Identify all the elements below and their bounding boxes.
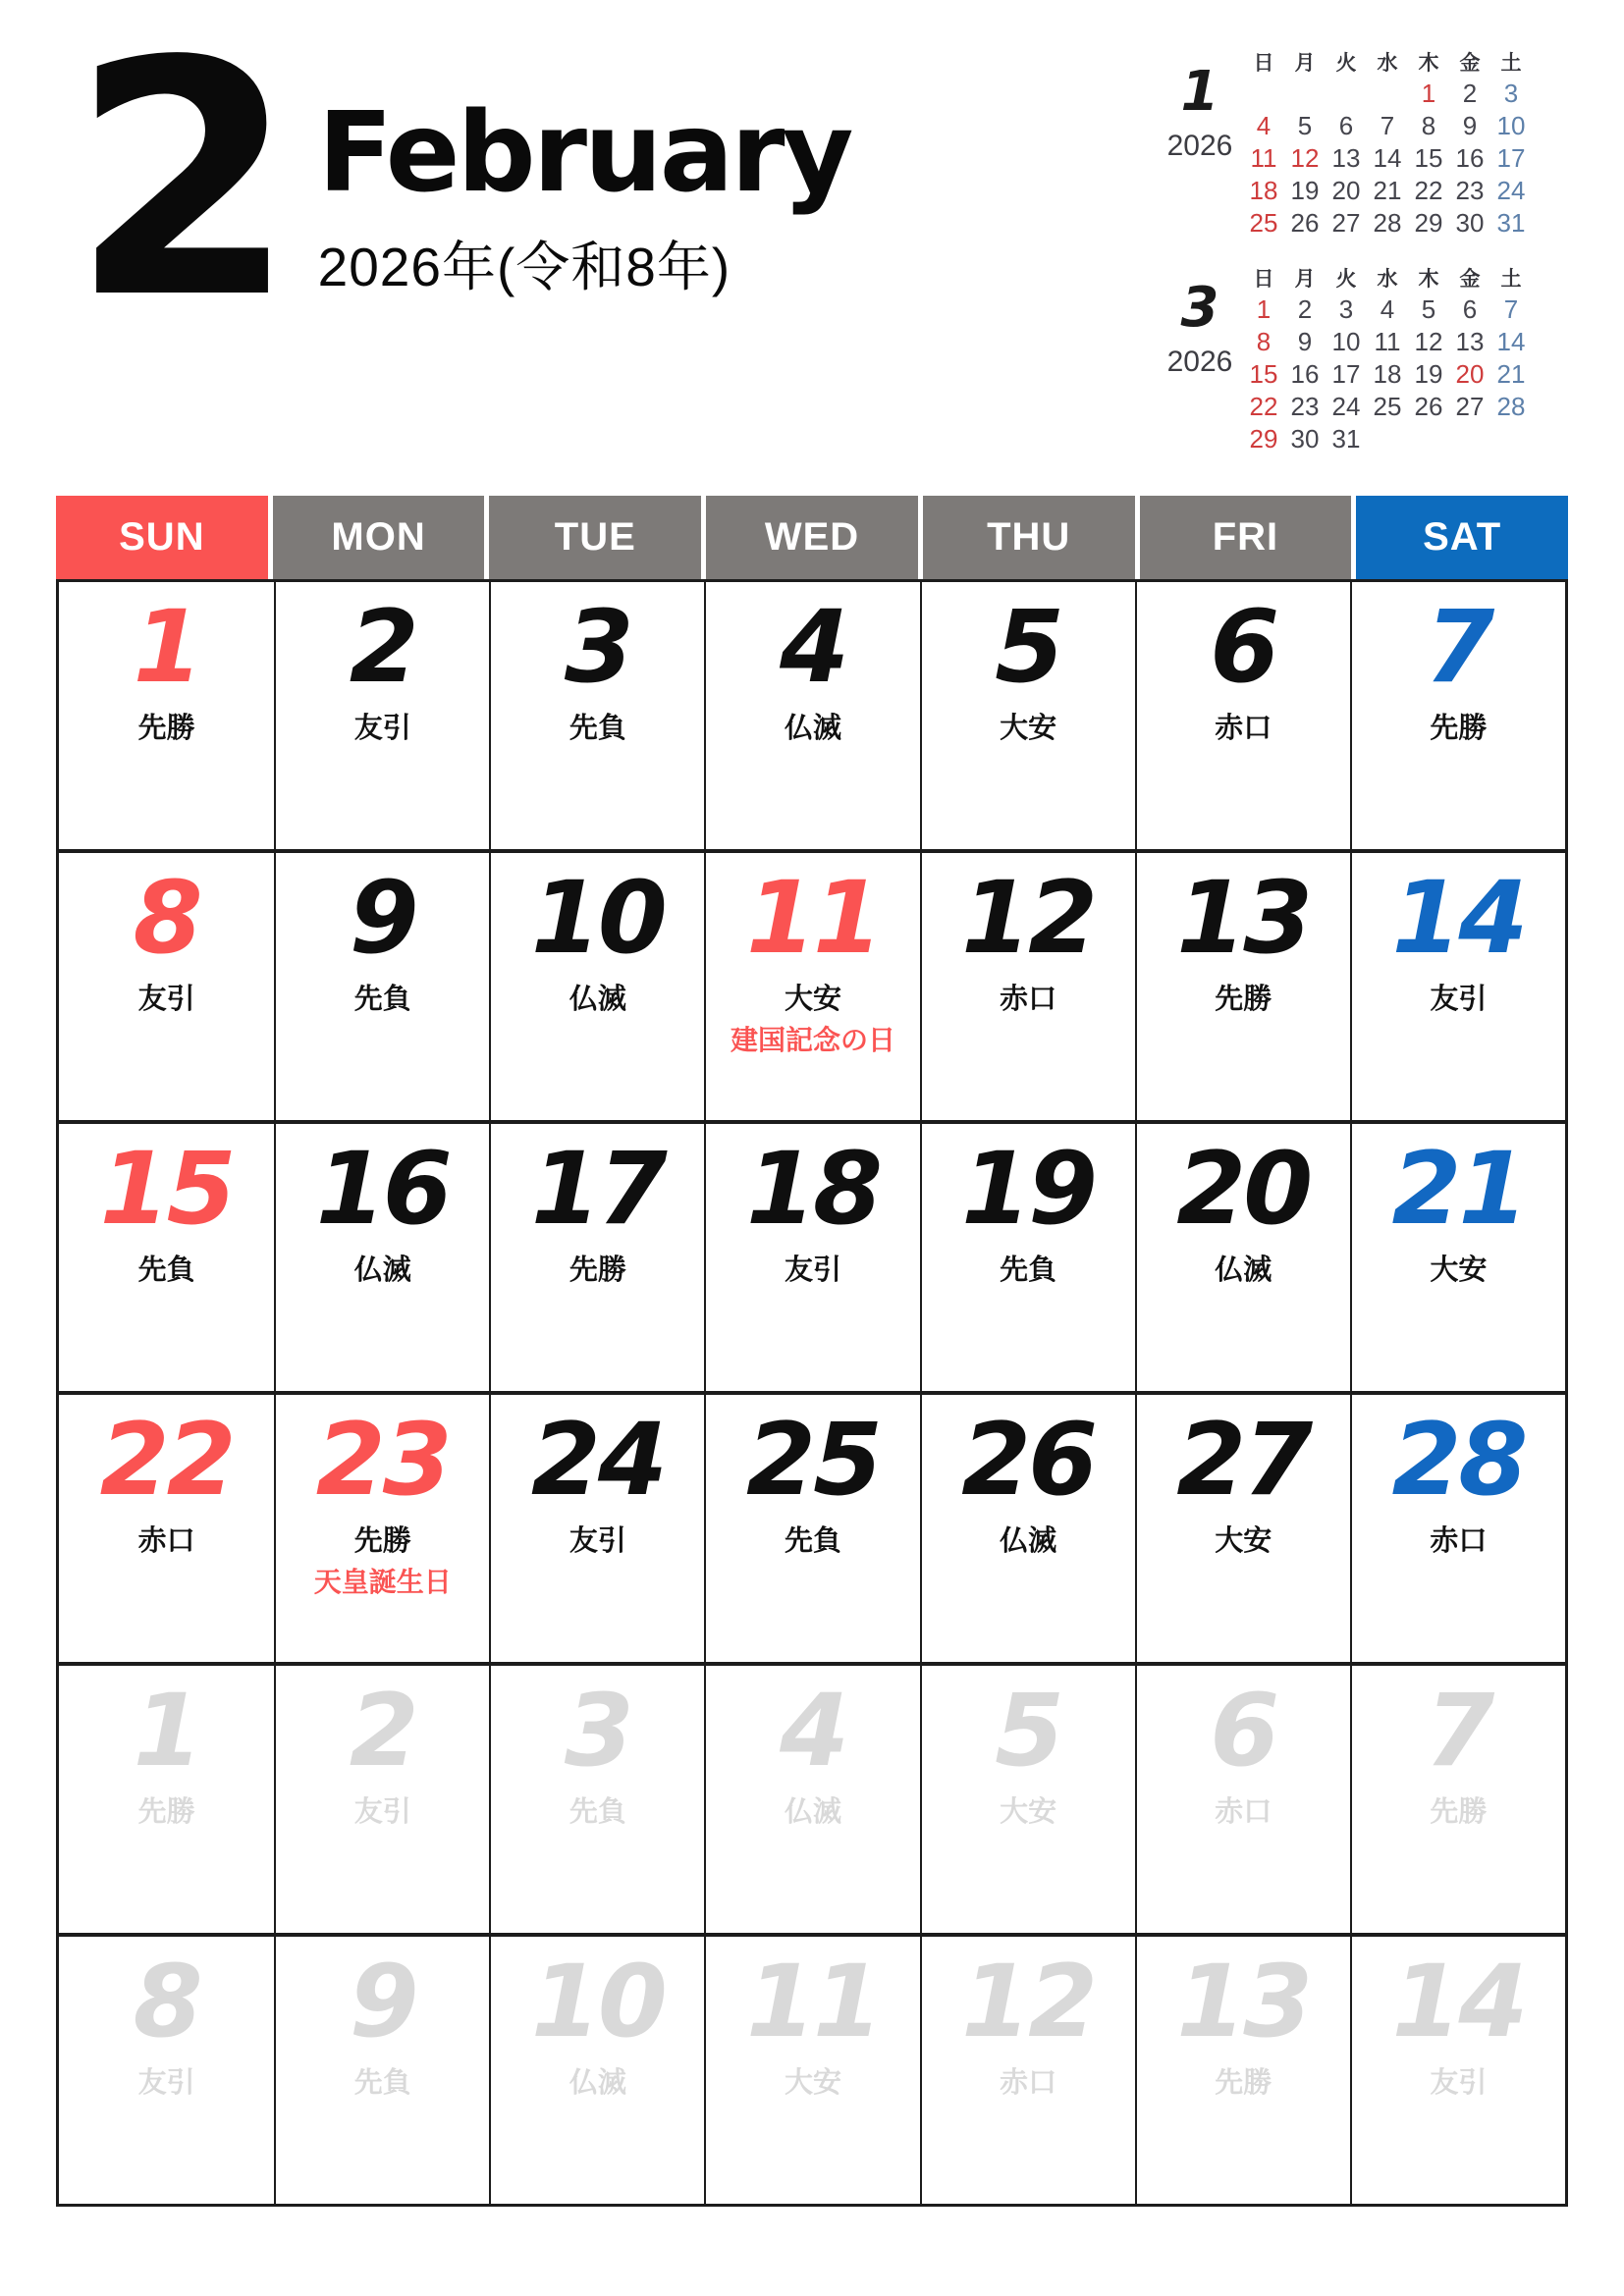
day-cell (704, 582, 919, 849)
day-cell (920, 1124, 1135, 1391)
mini-month-number: 1 (1180, 60, 1219, 124)
mini-day-cell: 23 (1290, 392, 1320, 421)
mini-calendar-label (1157, 261, 1243, 379)
day-cell (274, 853, 489, 1120)
day-number: 5 (995, 589, 1062, 706)
rokuyo-label: 仏滅 (568, 984, 626, 1015)
rokuyo-label: 先負 (353, 2067, 411, 2099)
rokuyo-label: 先負 (568, 1796, 626, 1828)
mini-dow-header: 火 (1335, 51, 1357, 75)
rokuyo-label: 先勝 (137, 713, 195, 744)
mini-day-cell: 1 (1256, 294, 1272, 324)
mini-day-cell: 3 (1338, 294, 1354, 324)
day-number: 6 (1210, 589, 1277, 706)
mini-day-cell: 6 (1338, 111, 1354, 140)
rokuyo-label: 友引 (568, 1525, 626, 1557)
day-cell (274, 1124, 489, 1391)
day-cell (489, 1937, 704, 2204)
mini-day-cell: 2 (1297, 294, 1313, 324)
mini-day-cell: 16 (1455, 143, 1485, 173)
dow-header-fri: FRI (1140, 496, 1352, 579)
day-cell (1135, 1666, 1350, 1933)
mini-dow-header: 木 (1418, 267, 1439, 291)
day-number: 13 (1176, 1944, 1311, 2060)
rokuyo-label: 友引 (137, 984, 195, 1015)
day-number: 8 (133, 860, 200, 977)
rokuyo-label: 友引 (784, 1255, 841, 1286)
mini-day-cell: 3 (1503, 79, 1519, 108)
day-number: 3 (564, 1673, 631, 1789)
rokuyo-label: 先勝 (1430, 713, 1488, 744)
mini-day-cell: 1 (1421, 79, 1436, 108)
day-cell (1135, 853, 1350, 1120)
day-number: 11 (746, 1944, 880, 2060)
day-number: 25 (746, 1402, 880, 1519)
day-number: 13 (1176, 860, 1311, 977)
rokuyo-label: 赤口 (1430, 1525, 1488, 1557)
day-cell (59, 1395, 274, 1662)
mini-month-number: 3 (1180, 276, 1219, 340)
week-row (59, 1120, 1565, 1391)
rokuyo-label: 仏滅 (1215, 1255, 1272, 1286)
day-cell (1135, 582, 1350, 849)
mini-day-cell: 19 (1290, 176, 1320, 205)
rokuyo-label: 大安 (784, 984, 841, 1015)
day-number: 26 (961, 1402, 1096, 1519)
rokuyo-label: 大安 (1430, 1255, 1488, 1286)
day-cell (274, 1666, 489, 1933)
mini-day-cell: 4 (1380, 294, 1395, 324)
rokuyo-label: 先負 (1000, 1255, 1057, 1286)
dow-header-wed: WED (706, 496, 918, 579)
mini-day-cell: 27 (1455, 392, 1485, 421)
title-block (71, 0, 851, 369)
day-number: 7 (1425, 1673, 1492, 1789)
mini-day-cell: 8 (1421, 111, 1436, 140)
rokuyo-label: 仏滅 (568, 2067, 626, 2099)
day-cell (1350, 853, 1565, 1120)
day-cell (704, 1395, 919, 1662)
day-number: 1 (133, 589, 200, 706)
mini-day-cell: 26 (1290, 208, 1320, 238)
mini-day-cell: 12 (1290, 143, 1320, 173)
day-number: 4 (780, 589, 846, 706)
dow-header-sat: SAT (1356, 496, 1568, 579)
day-cell (1350, 1666, 1565, 1933)
mini-day-cell: 15 (1414, 143, 1443, 173)
mini-year: 2026 (1166, 130, 1233, 162)
mini-day-cell: 20 (1331, 176, 1361, 205)
mini-day-cell: 30 (1290, 424, 1320, 454)
day-cell (59, 1124, 274, 1391)
mini-day-cell: 13 (1455, 327, 1485, 356)
mini-calendar (1157, 45, 1532, 240)
mini-day-cell: 31 (1496, 208, 1526, 238)
mini-day-cell: 27 (1331, 208, 1361, 238)
day-number: 16 (315, 1131, 450, 1248)
day-number: 27 (1176, 1402, 1311, 1519)
rokuyo-label: 先勝 (353, 1525, 411, 1557)
day-number: 12 (961, 1944, 1096, 2060)
rokuyo-label: 先勝 (1215, 2067, 1272, 2099)
day-cell (1350, 1937, 1565, 2204)
mini-dow-header: 日 (1253, 267, 1274, 291)
mini-day-cell: 4 (1256, 111, 1272, 140)
day-cell (704, 1937, 919, 2204)
day-number: 2 (349, 1673, 416, 1789)
mini-dow-header: 火 (1335, 267, 1357, 291)
mini-day-cell: 17 (1496, 143, 1526, 173)
day-cell (489, 1666, 704, 1933)
day-cell (1135, 1937, 1350, 2204)
rokuyo-label: 仏滅 (784, 713, 841, 744)
dow-header-thu: THU (923, 496, 1135, 579)
day-cell (920, 1666, 1135, 1933)
day-number: 14 (1391, 860, 1526, 977)
title-text-group (318, 27, 851, 336)
mini-day-cell: 24 (1331, 392, 1361, 421)
mini-day-cell: 14 (1373, 143, 1402, 173)
week-row (59, 1933, 1565, 2204)
dow-header-tue: TUE (489, 496, 701, 579)
mini-day-cell: 11 (1374, 327, 1401, 356)
mini-day-cell: 2 (1462, 79, 1478, 108)
day-cell (704, 1666, 919, 1933)
mini-day-cell: 28 (1373, 208, 1402, 238)
day-number: 28 (1391, 1402, 1526, 1519)
mini-day-cell: 29 (1249, 424, 1278, 454)
mini-dow-header: 月 (1294, 51, 1316, 75)
rokuyo-label: 友引 (1430, 2067, 1488, 2099)
rokuyo-label: 赤口 (137, 1525, 195, 1557)
rokuyo-label: 仏滅 (784, 1796, 841, 1828)
mini-day-cell: 25 (1249, 208, 1278, 238)
day-number: 10 (530, 860, 665, 977)
day-cell (489, 582, 704, 849)
day-cell (489, 1395, 704, 1662)
mini-day-cell: 13 (1331, 143, 1361, 173)
mini-day-cell: 18 (1373, 359, 1402, 389)
mini-dow-header: 日 (1253, 51, 1274, 75)
rokuyo-label: 先勝 (1215, 984, 1272, 1015)
day-of-week-header-row (56, 496, 1568, 579)
mini-day-cell: 22 (1249, 392, 1278, 421)
week-row (59, 1391, 1565, 1662)
mini-dow-header: 月 (1294, 267, 1316, 291)
rokuyo-label: 先負 (353, 984, 411, 1015)
day-cell (920, 582, 1135, 849)
day-cell (274, 582, 489, 849)
day-number: 9 (349, 1944, 416, 2060)
mini-day-cell: 7 (1380, 111, 1395, 140)
day-number: 12 (961, 860, 1096, 977)
mini-day-cell: 7 (1503, 294, 1519, 324)
calendar-grid (56, 579, 1568, 2207)
day-number: 15 (99, 1131, 234, 1248)
mini-year: 2026 (1166, 346, 1233, 378)
day-number: 19 (961, 1131, 1096, 1248)
mini-day-cell: 9 (1462, 111, 1478, 140)
mini-day-cell: 21 (1496, 359, 1526, 389)
mini-day-cell: 21 (1373, 176, 1402, 205)
day-cell (59, 1666, 274, 1933)
day-cell (489, 853, 704, 1120)
holiday-label: 天皇誕生日 (313, 1567, 452, 1597)
mini-day-cell: 26 (1414, 392, 1443, 421)
mini-day-cell: 23 (1455, 176, 1485, 205)
mini-day-cell: 19 (1414, 359, 1443, 389)
day-cell (704, 1124, 919, 1391)
mini-day-cell: 31 (1331, 424, 1361, 454)
day-number: 21 (1391, 1131, 1526, 1248)
week-row (59, 579, 1565, 849)
day-cell (274, 1937, 489, 2204)
week-row (59, 1662, 1565, 1933)
mini-day-cell: 11 (1250, 143, 1277, 173)
mini-day-cell (1367, 423, 1408, 455)
mini-day-cell: 14 (1496, 327, 1526, 356)
day-number: 6 (1210, 1673, 1277, 1789)
day-cell (59, 1937, 274, 2204)
mini-calendars (1157, 45, 1532, 477)
rokuyo-label: 先負 (137, 1255, 195, 1286)
mini-dow-header: 金 (1459, 267, 1481, 291)
mini-day-cell: 9 (1297, 327, 1313, 356)
year-subtitle: 2026年(令和8年) (317, 237, 731, 297)
day-cell (920, 1395, 1135, 1662)
day-cell (59, 582, 274, 849)
day-number: 8 (133, 1944, 200, 2060)
mini-calendar (1157, 261, 1532, 455)
day-cell (704, 853, 919, 1120)
mini-day-cell: 15 (1249, 359, 1278, 389)
mini-calendar-grid (1243, 45, 1532, 240)
mini-day-cell (1408, 423, 1449, 455)
day-cell (1350, 1124, 1565, 1391)
mini-day-cell: 20 (1455, 359, 1485, 389)
rokuyo-label: 友引 (137, 2067, 195, 2099)
rokuyo-label: 大安 (1215, 1525, 1272, 1557)
day-cell (1135, 1395, 1350, 1662)
month-name: February (317, 89, 851, 217)
rokuyo-label: 先負 (568, 713, 626, 744)
mini-day-cell: 16 (1290, 359, 1320, 389)
day-number: 7 (1425, 589, 1492, 706)
rokuyo-label: 赤口 (1215, 713, 1272, 744)
mini-day-cell (1243, 78, 1284, 110)
month-number: 2 (71, 0, 289, 369)
day-cell (1350, 582, 1565, 849)
mini-day-cell (1326, 78, 1367, 110)
day-cell (920, 853, 1135, 1120)
mini-day-cell: 28 (1496, 392, 1526, 421)
rokuyo-label: 先勝 (568, 1255, 626, 1286)
rokuyo-label: 大安 (784, 2067, 841, 2099)
week-row (59, 849, 1565, 1120)
mini-day-cell: 12 (1414, 327, 1443, 356)
day-number: 22 (99, 1402, 234, 1519)
day-number: 24 (530, 1402, 665, 1519)
rokuyo-label: 友引 (1430, 984, 1488, 1015)
mini-dow-header: 土 (1500, 51, 1522, 75)
mini-calendar-label (1157, 45, 1243, 163)
mini-day-cell: 22 (1414, 176, 1443, 205)
mini-day-cell (1367, 78, 1408, 110)
day-number: 4 (780, 1673, 846, 1789)
mini-day-cell (1449, 423, 1490, 455)
day-number: 18 (746, 1131, 880, 1248)
day-number: 2 (349, 589, 416, 706)
main-calendar (56, 496, 1568, 2207)
rokuyo-label: 赤口 (1000, 2067, 1057, 2099)
day-cell (274, 1395, 489, 1662)
day-cell (489, 1124, 704, 1391)
day-number: 23 (315, 1402, 450, 1519)
rokuyo-label: 友引 (353, 713, 411, 744)
rokuyo-label: 赤口 (1215, 1796, 1272, 1828)
day-number: 20 (1176, 1131, 1311, 1248)
rokuyo-label: 友引 (353, 1796, 411, 1828)
day-number: 10 (530, 1944, 665, 2060)
dow-header-sun: SUN (56, 496, 268, 579)
day-number: 9 (349, 860, 416, 977)
mini-dow-header: 木 (1418, 51, 1439, 75)
rokuyo-label: 仏滅 (1000, 1525, 1057, 1557)
mini-calendar-grid (1243, 261, 1532, 455)
rokuyo-label: 赤口 (1000, 984, 1057, 1015)
day-number: 17 (530, 1131, 665, 1248)
mini-day-cell: 5 (1297, 111, 1313, 140)
mini-dow-header: 土 (1500, 267, 1522, 291)
dow-header-mon: MON (273, 496, 485, 579)
mini-day-cell: 17 (1331, 359, 1361, 389)
mini-day-cell: 25 (1373, 392, 1402, 421)
mini-day-cell (1284, 78, 1326, 110)
mini-day-cell: 30 (1455, 208, 1485, 238)
day-number: 5 (995, 1673, 1062, 1789)
mini-day-cell: 29 (1414, 208, 1443, 238)
day-cell (920, 1937, 1135, 2204)
mini-day-cell: 24 (1496, 176, 1526, 205)
mini-day-cell: 10 (1496, 111, 1526, 140)
day-number: 1 (133, 1673, 200, 1789)
rokuyo-label: 先勝 (137, 1796, 195, 1828)
mini-dow-header: 水 (1377, 51, 1398, 75)
mini-day-cell: 10 (1331, 327, 1361, 356)
day-number: 3 (564, 589, 631, 706)
mini-dow-header: 金 (1459, 51, 1481, 75)
mini-day-cell: 6 (1462, 294, 1478, 324)
mini-day-cell (1490, 423, 1532, 455)
rokuyo-label: 大安 (1000, 713, 1057, 744)
day-number: 14 (1391, 1944, 1526, 2060)
day-cell (1350, 1395, 1565, 1662)
mini-dow-header: 水 (1377, 267, 1398, 291)
mini-day-cell: 8 (1256, 327, 1272, 356)
rokuyo-label: 仏滅 (353, 1255, 411, 1286)
mini-day-cell: 18 (1249, 176, 1278, 205)
day-cell (59, 853, 274, 1120)
mini-day-cell: 5 (1421, 294, 1436, 324)
rokuyo-label: 大安 (1000, 1796, 1057, 1828)
day-number: 11 (746, 860, 880, 977)
day-cell (1135, 1124, 1350, 1391)
rokuyo-label: 先勝 (1430, 1796, 1488, 1828)
holiday-label: 建国記念の日 (730, 1025, 895, 1055)
rokuyo-label: 先負 (784, 1525, 841, 1557)
